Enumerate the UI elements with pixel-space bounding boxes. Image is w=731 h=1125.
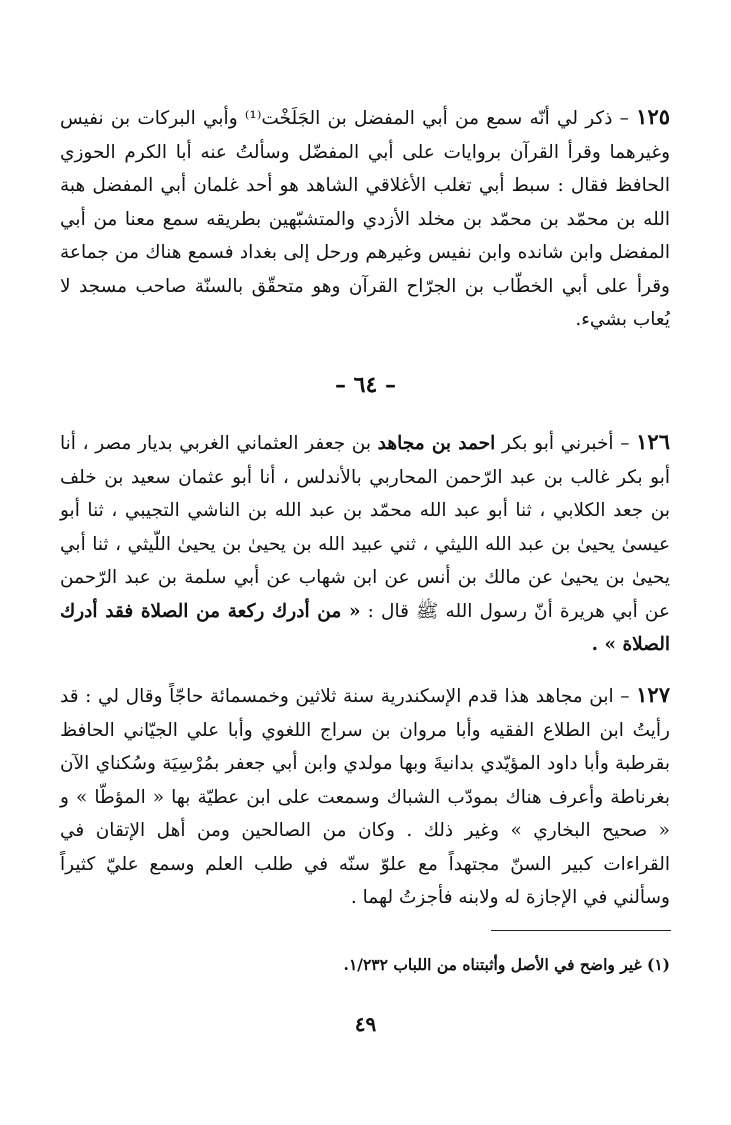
paragraph-number: ١٢٦: [636, 429, 670, 454]
narrator-name: احمد بن مجاهد: [377, 433, 496, 454]
footnote: (١) غير واضح في الأصل وأثبتناه من اللباب ١/٢٣٢.: [343, 955, 670, 974]
paragraph-127: [60, 678, 670, 915]
paragraph-125: [60, 100, 670, 337]
paragraph-126: [60, 425, 670, 662]
page-number: ٤٩: [354, 1012, 377, 1036]
hadith-quote: « من أدرك ركعة من الصلاة فقد أدرك الصلاة » .: [60, 600, 670, 655]
paragraph-number: ١٢٥: [636, 104, 671, 129]
footnote-divider: [491, 930, 671, 931]
section-marker: – ٦٤ –: [335, 372, 396, 398]
paragraph-text: – ذكر لي أنّه سمع من أبي المفضل بن الجَلَخْت⁽¹⁾ وأبي البركات بن نفيس وغيرهما وقرأ القرآن بروايات على أبي المفضّل وسألتُ عنه أبا الكرم الحوزي الحافظ فقال : سبط أبي تغلب الأغلاقي الشاهد هو أحد غلمان أبي المفضل هبة الله بن محمّد بن محمّد بن مخلد الأزدي والمتشبّهين بطريقه سمع معنا من أبي المفضل وابن شانده وابن نفيس وغيرهم ورحل إلى بغداد فسمع هناك من جماعة وقرأ على أبي الخطّاب بن الجرّاح القرآن وهو متحقّق بالسنّة صاحب مسجد لا يُعاب بشيء.: [60, 108, 670, 330]
paragraph-text: – ابن مجاهد هذا قدم الإسكندرية سنة ثلاثين وخمسمائة حاجّاً وقال لي : قد رأيتُ ابن الطلاع الفقيه وأبا مروان بن سراج اللغوي وأبا علي الجيّاني الحافظ بقرطبة وأبا داود المؤيّدي بدانيةَ وبها مولدي وابن أبي جعفر بمُرْسِيَة وسُكناي الآن بغرناطة وأعرف هناك بمودّب الشباك وسمعت على ابن عطيّة بها « المؤطّا » و « صحيح البخاري » وغير ذلك . وكان من الصالحين ومن أهل الإتقان في القراءات كبير السنّ مجتهداً مع علوّ سنّه في طلب العلم وسمع عليّ كثيراً وسألني في الإجازة له ولابنه فأجزتُ لهما .: [60, 686, 670, 908]
paragraph-number: ١٢٧: [636, 682, 670, 707]
paragraph-text: بن جعفر العثماني الغربي بديار مصر ، أنا أبو بكر غالب بن عبد الرّحمن المحاربي بالأندلس ، أنا أبو عثمان سعيد بن خلف بن جعد الكلابي ، ثنا أبو عبد الله محمّد بن عبد الله بن الناشي التجيبي ، ثنا أبو عيسىٰ يحيىٰ بن عبد الله الليثي ، ثني عبيد الله بن يحيىٰ بن يحيىٰ اللّيثي ، ثنا أبي يحيىٰ بن يحيىٰ عن مالك بن أنس عن ابن شهاب عن أبي سلمة بن عبد الرّحمن عن أبي هريرة أنّ رسول الله ﷺ قال :: [60, 433, 670, 622]
paragraph-intro: – أخبرني أبو بكر: [501, 433, 630, 454]
